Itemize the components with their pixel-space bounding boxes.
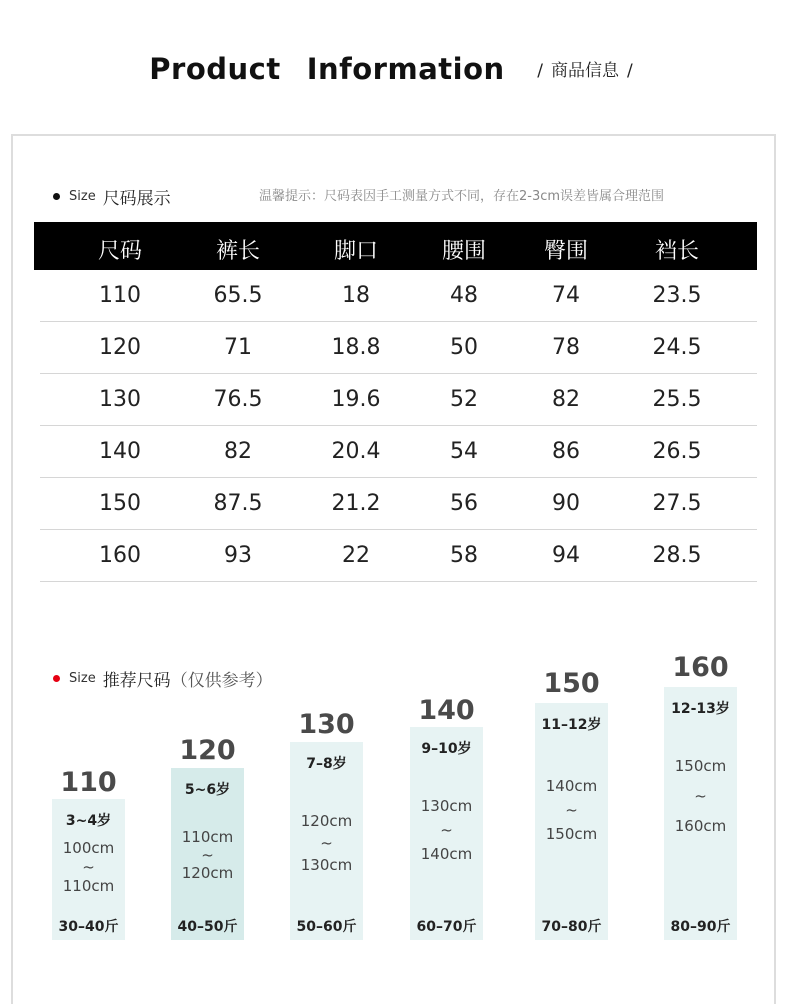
height-tilde: ~ bbox=[82, 858, 95, 876]
weight-range: 60–70斤 bbox=[416, 919, 477, 935]
table-cell: 76.5 bbox=[213, 387, 263, 412]
height-to: 150cm bbox=[545, 825, 598, 843]
table-row bbox=[40, 478, 757, 530]
page-title bbox=[149, 52, 515, 86]
table-cell: 71 bbox=[224, 335, 252, 360]
recommend-title bbox=[103, 666, 273, 691]
recommendation-bar bbox=[171, 768, 244, 940]
table-cell: 50 bbox=[450, 335, 478, 360]
recommend-title-text: 推荐尺码 bbox=[102, 671, 171, 691]
table-cell: 78 bbox=[552, 335, 580, 360]
height-tilde: ~ bbox=[201, 846, 214, 864]
age-range: 7–8岁 bbox=[306, 756, 347, 772]
table-cell: 24.5 bbox=[652, 335, 702, 360]
size-word-2: Size bbox=[69, 671, 96, 686]
recommend-size-label: 130 bbox=[298, 709, 355, 740]
size-chart-title: 尺码展示 bbox=[102, 189, 171, 209]
height-to: 140cm bbox=[420, 845, 473, 863]
page-header bbox=[0, 52, 790, 86]
recommend-note: （仅供参考） bbox=[170, 671, 273, 691]
height-from: 140cm bbox=[545, 777, 598, 795]
page-subtitle bbox=[529, 61, 640, 81]
title-word-product: Product bbox=[149, 52, 281, 86]
column-header: 裆长 bbox=[654, 239, 700, 264]
height-tilde: ~ bbox=[565, 801, 578, 819]
table-row bbox=[40, 530, 757, 582]
table-cell: 23.5 bbox=[652, 283, 702, 308]
subtitle-text: 商品信息 bbox=[550, 61, 619, 81]
table-cell: 120 bbox=[99, 335, 141, 360]
red-bullet-dot-icon bbox=[53, 675, 60, 682]
table-row bbox=[40, 270, 757, 322]
height-tilde: ~ bbox=[440, 821, 453, 839]
table-cell: 87.5 bbox=[213, 491, 263, 516]
table-row bbox=[40, 322, 757, 374]
column-header: 臀围 bbox=[543, 239, 589, 264]
weight-range: 80–90斤 bbox=[670, 919, 731, 935]
bullet-dot-icon bbox=[53, 193, 60, 200]
table-cell: 140 bbox=[99, 439, 141, 464]
table-cell: 26.5 bbox=[652, 439, 702, 464]
recommendation-bar bbox=[535, 703, 608, 940]
recommend-size-label: 150 bbox=[543, 668, 600, 699]
table-cell: 54 bbox=[450, 439, 478, 464]
age-range: 5~6岁 bbox=[184, 782, 231, 798]
slash-left: / bbox=[537, 61, 543, 81]
table-cell: 82 bbox=[552, 387, 580, 412]
height-from: 120cm bbox=[300, 812, 353, 830]
table-cell: 28.5 bbox=[652, 543, 702, 568]
table-cell: 52 bbox=[450, 387, 478, 412]
age-range: 12-13岁 bbox=[671, 701, 730, 717]
height-from: 150cm bbox=[674, 757, 727, 775]
column-header: 裤长 bbox=[215, 239, 261, 264]
height-from: 130cm bbox=[420, 797, 473, 815]
table-cell: 130 bbox=[99, 387, 141, 412]
recommendation-bar bbox=[664, 687, 737, 940]
table-cell: 86 bbox=[552, 439, 580, 464]
table-cell: 22 bbox=[342, 543, 370, 568]
table-cell: 82 bbox=[224, 439, 252, 464]
slash-right: / bbox=[626, 61, 633, 81]
table-cell: 25.5 bbox=[652, 387, 702, 412]
recommend-label bbox=[53, 666, 273, 691]
height-to: 110cm bbox=[62, 877, 115, 895]
size-word: Size bbox=[69, 189, 96, 204]
table-row bbox=[40, 426, 757, 478]
recommendation-bar bbox=[52, 799, 125, 940]
table-header bbox=[34, 222, 757, 270]
recommend-size-label: 160 bbox=[672, 652, 729, 683]
table-cell: 27.5 bbox=[652, 491, 702, 516]
height-from: 100cm bbox=[62, 839, 115, 857]
column-header: 脚口 bbox=[333, 239, 379, 264]
table-cell: 94 bbox=[552, 543, 580, 568]
table-cell: 18.8 bbox=[331, 335, 381, 360]
table-cell: 90 bbox=[552, 491, 580, 516]
table-cell: 110 bbox=[99, 283, 141, 308]
table-row bbox=[40, 374, 757, 426]
size-table bbox=[34, 222, 757, 582]
table-cell: 160 bbox=[99, 543, 141, 568]
title-word-information: Information bbox=[306, 52, 505, 86]
weight-range: 30–40斤 bbox=[58, 919, 119, 935]
age-range: 11–12岁 bbox=[541, 717, 602, 733]
recommendation-bar bbox=[290, 742, 363, 940]
table-cell: 48 bbox=[450, 283, 478, 308]
age-range: 9–10岁 bbox=[421, 741, 472, 757]
column-header: 腰围 bbox=[441, 239, 487, 264]
recommend-size-label: 110 bbox=[60, 767, 117, 798]
height-to: 130cm bbox=[300, 856, 353, 874]
table-cell: 65.5 bbox=[213, 283, 263, 308]
table-cell: 58 bbox=[450, 543, 478, 568]
table-cell: 18 bbox=[342, 283, 370, 308]
recommend-size-label: 140 bbox=[418, 695, 475, 726]
table-cell: 93 bbox=[224, 543, 252, 568]
table-cell: 150 bbox=[99, 491, 141, 516]
table-cell: 20.4 bbox=[331, 439, 381, 464]
table-cell: 74 bbox=[552, 283, 580, 308]
table-cell: 19.6 bbox=[331, 387, 381, 412]
table-cell: 56 bbox=[450, 491, 478, 516]
weight-range: 40–50斤 bbox=[177, 919, 238, 935]
height-to: 160cm bbox=[674, 817, 727, 835]
height-from: 110cm bbox=[181, 828, 234, 846]
age-range: 3~4岁 bbox=[65, 813, 112, 829]
measurement-hint: 温馨提示：尺码表因手工测量方式不同，存在2-3cm误差皆属合理范围 bbox=[259, 189, 665, 204]
size-chart-label bbox=[53, 184, 171, 209]
recommend-size-label: 120 bbox=[179, 735, 236, 766]
recommendation-bar bbox=[410, 727, 483, 940]
height-tilde: ~ bbox=[694, 787, 707, 805]
height-to: 120cm bbox=[181, 864, 234, 882]
table-cell: 21.2 bbox=[331, 491, 381, 516]
column-header: 尺码 bbox=[97, 239, 143, 264]
weight-range: 50–60斤 bbox=[296, 919, 357, 935]
weight-range: 70–80斤 bbox=[541, 919, 602, 935]
table-body bbox=[34, 270, 757, 582]
height-tilde: ~ bbox=[320, 834, 333, 852]
